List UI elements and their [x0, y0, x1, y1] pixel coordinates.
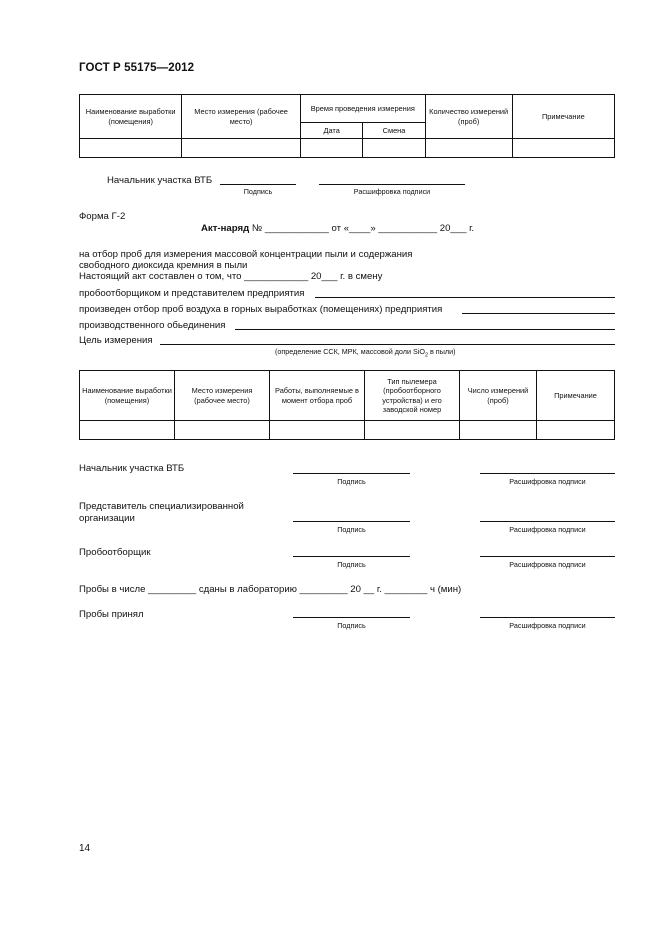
signature-line[interactable] [293, 556, 410, 557]
measurement-table-top [79, 94, 615, 158]
table-cell[interactable] [425, 139, 512, 158]
table-cell[interactable] [365, 421, 460, 440]
table-row [80, 139, 615, 158]
decode-caption: Расшифровка подписи [509, 621, 586, 630]
act-title-line [201, 223, 474, 234]
decode-line[interactable] [319, 184, 465, 185]
sampler-fill-line[interactable] [315, 297, 615, 298]
decode-line[interactable] [480, 521, 615, 522]
page-number: 14 [79, 843, 91, 854]
form-number: Форма Г-2 [79, 211, 126, 222]
table-cell[interactable] [460, 421, 537, 440]
signature-line[interactable] [220, 184, 296, 185]
signature-caption: Подпись [337, 477, 366, 486]
table-cell[interactable] [512, 139, 614, 158]
table-cell[interactable] [537, 421, 615, 440]
sampler-label: Пробоотборщик [79, 547, 151, 558]
col-header-name: Наименование выработки (помещения) [80, 371, 175, 421]
representative-label-1: Представитель специализированной [79, 501, 244, 512]
signature-line[interactable] [293, 473, 410, 474]
accepted-label: Пробы принял [79, 609, 144, 620]
sampler-line-label: пробоотборщиком и представителем предприятия [79, 288, 305, 299]
representative-label-2: организации [79, 513, 135, 524]
sampling-table [79, 370, 615, 440]
signature-line[interactable] [293, 521, 410, 522]
goal-fill-line[interactable] [160, 344, 615, 345]
col-header-shift: Смена [363, 123, 425, 139]
goal-caption-end: в пыли) [428, 347, 456, 356]
signature-caption: Подпись [337, 525, 366, 534]
decode-caption: Расшифровка подписи [509, 525, 586, 534]
purpose-line-2: свободного диоксида кремния в пыли [79, 260, 248, 271]
col-header-note: Примечание [537, 371, 615, 421]
table-cell[interactable] [300, 139, 362, 158]
association-line-label: производственного обьединения [79, 320, 226, 331]
produced-fill-line[interactable] [462, 313, 615, 314]
samples-handed-line: Пробы в числе _________ сданы в лабораторию _________ 20 __ г. ________ ч (мин) [79, 584, 462, 595]
decode-caption: Расшифровка подписи [509, 560, 586, 569]
decode-caption: Расшифровка подписи [509, 477, 586, 486]
signature-line[interactable] [293, 617, 410, 618]
table-cell[interactable] [80, 139, 182, 158]
decode-line[interactable] [480, 473, 615, 474]
col-header-work: Работы, выполняемые в момент отбора проб [270, 371, 365, 421]
decode-line[interactable] [480, 556, 615, 557]
table-cell[interactable] [175, 421, 270, 440]
chief-label-1: Начальник участка ВТБ [107, 175, 213, 186]
chief-label-2: Начальник участка ВТБ [79, 463, 185, 474]
table-cell[interactable] [363, 139, 425, 158]
signature-caption: Подпись [337, 621, 366, 630]
col-header-device-type: Тип пылемера (пробоотборного устройства) и его заводской номер [365, 371, 460, 421]
decode-caption: Расшифровка подписи [353, 187, 431, 196]
document-standard-number: ГОСТ Р 55175—2012 [79, 62, 195, 74]
association-fill-line[interactable] [235, 329, 615, 330]
col-header-count: Количество измерений (проб) [425, 95, 512, 139]
col-header-time: Время проведения измерения [300, 95, 425, 123]
act-number-date: № ____________ от «____» ___________ 20___ г. [251, 223, 475, 234]
col-header-place: Место измерения (рабочее место) [182, 95, 301, 139]
goal-caption [275, 347, 455, 358]
produced-line-label: произведен отбор проб воздуха в горных выработках (помещениях) предприятия [79, 304, 443, 315]
signature-caption: Подпись [243, 187, 273, 196]
col-header-date: Дата [300, 123, 362, 139]
signature-caption: Подпись [337, 560, 366, 569]
decode-line[interactable] [480, 617, 615, 618]
goal-label: Цель измерения [79, 335, 153, 346]
goal-caption-sub: 2 [424, 352, 428, 359]
col-header-place: Место измерения (рабочее место) [175, 371, 270, 421]
col-header-name: Наименование выработки (помещения) [80, 95, 182, 139]
purpose-line-1: на отбор проб для измерения массовой концентрации пыли и содержания [79, 249, 413, 260]
col-header-note: Примечание [512, 95, 614, 139]
table-row [80, 421, 615, 440]
table-cell[interactable] [80, 421, 175, 440]
table-cell[interactable] [182, 139, 301, 158]
goal-caption-text: (определение ССК, МРК, массовой доли SiO [275, 347, 425, 356]
table-cell[interactable] [270, 421, 365, 440]
act-title: Акт-наряд [201, 223, 250, 234]
composed-line: Настоящий акт составлен о том, что ____________ 20___ г. в смену [79, 271, 383, 282]
col-header-count: Число измерений (проб) [460, 371, 537, 421]
